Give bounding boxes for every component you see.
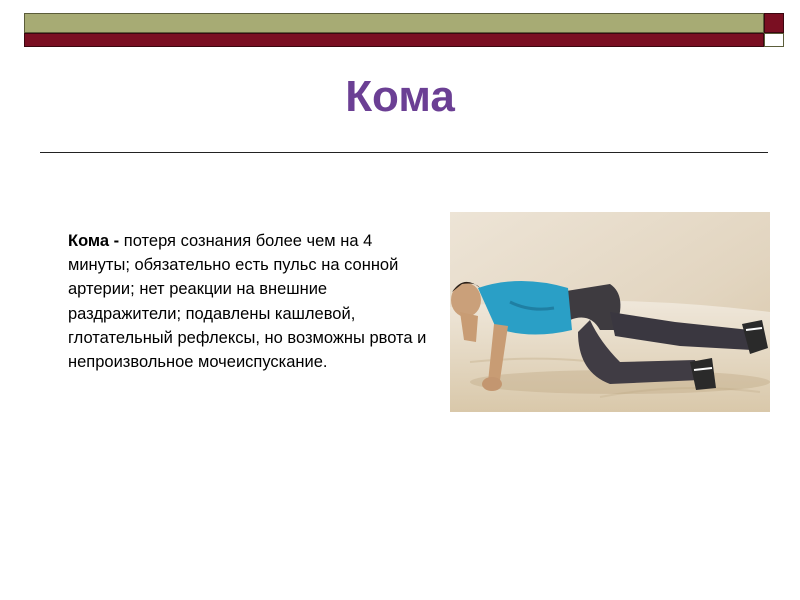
definition-term: Кома -	[68, 232, 120, 250]
header-maroon-square	[764, 13, 784, 33]
slide-title: Кома	[345, 72, 455, 121]
header-olive-bar	[24, 13, 764, 33]
definition-text: потеря сознания более чем на 4 минуты; обязательно есть пульс на сонной артерии; нет реакции на внешние раздражители; подавлены кашлевой, глотательный рефлексы, но возможны рвота и непроизвольное мочеиспускание.	[68, 232, 427, 372]
unconscious-person-photo	[450, 212, 770, 412]
header-maroon-bar	[24, 33, 764, 47]
definition-paragraph	[68, 229, 430, 374]
title-divider	[40, 152, 768, 153]
header-white-square	[764, 33, 784, 47]
